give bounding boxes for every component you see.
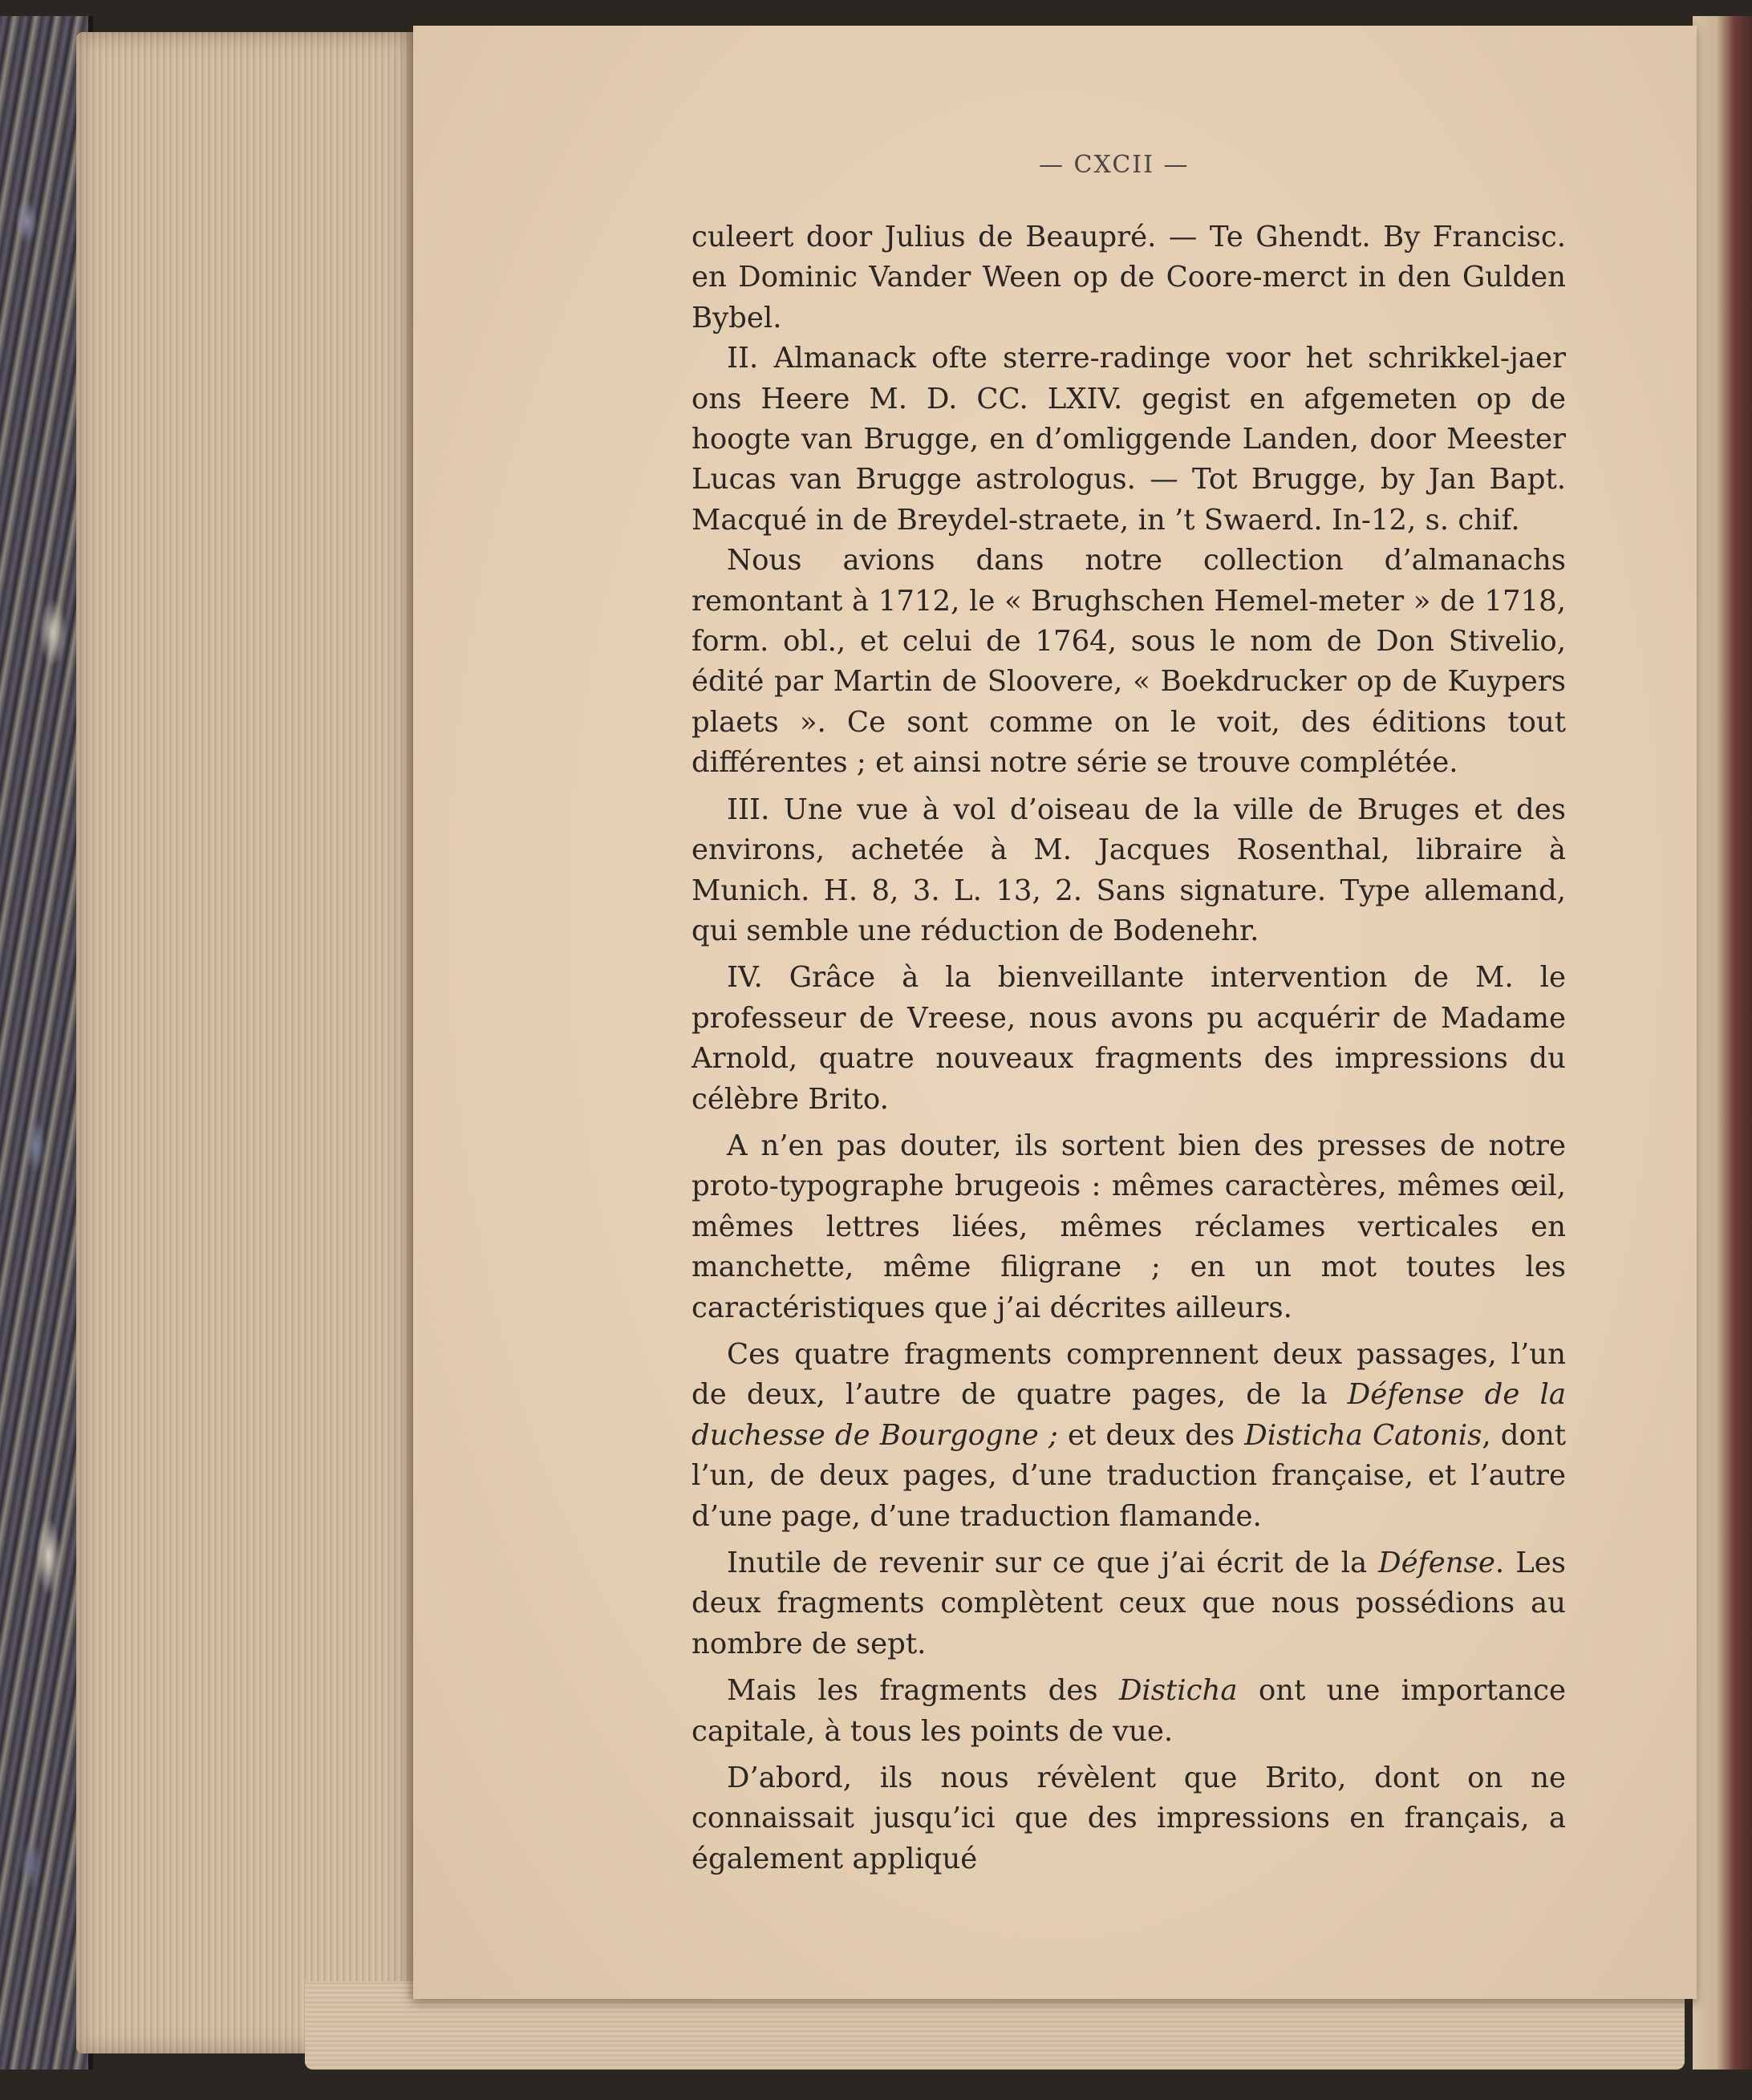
paragraph bbox=[691, 1335, 1566, 1537]
text-run: II. Almanack ofte sterre-radinge voor het schrikkel-jaer ons Heere M. D. CC. LXIV. gegist en afgemeten op de hoogte van Brugge, en d’omliggende Landen, door Meester Lucas van Brugge astrologus. — Tot Brugge, by Jan Bapt. Macqué in de Breydel-straete, in ’t Swaerd. In-12, s. chif. bbox=[691, 342, 1566, 537]
paragraph bbox=[691, 1671, 1566, 1752]
paragraph bbox=[691, 1126, 1566, 1328]
text-run: et deux des bbox=[1057, 1418, 1245, 1452]
text-run: , dont l’un, de deux pages, d’une traduction française, et l’autre d’une page, d’une traduction flamande. bbox=[691, 1418, 1567, 1533]
paragraph bbox=[691, 1543, 1566, 1664]
paragraph bbox=[691, 958, 1566, 1120]
text-run: culeert door Julius de Beaupré. — Te Ghendt. By Francisc. en Dominic Vander Ween op de Coore-merct in den Gulden Bybel. bbox=[691, 221, 1566, 334]
italic-title: Disticha Catonis bbox=[1244, 1418, 1482, 1452]
paragraph bbox=[691, 217, 1566, 339]
text-run: Nous avions dans notre collection d’almanachs remontant à 1712, le « Brughschen Hemel-meter » de 1718, form. obl., et celui de 1764, sous le nom de Don Stivelio, édité par Martin de Sloovere, « Boekdrucker op de Kuypers plaets ». Ce sont comme on le voit, des éditions tout différentes ; et ainsi notre série se trouve complétée. bbox=[691, 544, 1566, 780]
italic-title: Défense de la duchesse de Bourgogne ; bbox=[691, 1378, 1567, 1452]
body-text bbox=[691, 217, 1566, 1879]
page-edges-right bbox=[1693, 16, 1752, 2070]
italic-title: Disticha bbox=[1118, 1674, 1238, 1708]
italic-title: Défense bbox=[1378, 1547, 1495, 1579]
text-run: III. Une vue à vol d’oiseau de la ville de Bruges et des environs, achetée à M. Jacques Rosenthal, libraire à Munich. H. 8, 3. L. 13, 2. Sans signature. Type allemand, qui semble une réduction de Bodenehr. bbox=[691, 793, 1566, 947]
text-run: D’abord, ils nous révèlent que Brito, dont on ne connaissait jusqu’ici que des impressions en français, a également appliqué bbox=[691, 1761, 1566, 1875]
paragraph bbox=[691, 541, 1566, 783]
page-edges-left bbox=[76, 32, 413, 2053]
text-run: Inutile de revenir sur ce que j’ai écrit de la bbox=[727, 1547, 1379, 1579]
text-run: Ces quatre fragments comprennent deux passages, l’un de deux, l’autre de quatre pages, de la bbox=[691, 1337, 1566, 1412]
text-run: ont une importance capitale, à tous les points de vue. bbox=[691, 1674, 1566, 1748]
text-run: IV. Grâce à la bienveillante intervention de M. le professeur de Vreese, nous avons pu acquérir de Madame Arnold, quatre nouveaux fragments des impressions du célèbre Brito. bbox=[691, 961, 1566, 1116]
paragraph bbox=[691, 1758, 1566, 1879]
paragraph bbox=[691, 339, 1566, 541]
text-run: A n’en pas douter, ils sortent bien des presses de notre proto-typographe brugeois : mêmes caractères, mêmes œil, mêmes lettres liées, mêmes réclames verticales en manchette, même filigrane ; en un mot toutes les caractéristiques que j’ai décrites ailleurs. bbox=[691, 1129, 1566, 1324]
text-run: Mais les fragments des bbox=[727, 1674, 1119, 1708]
page-number: — CXCII — bbox=[1039, 151, 1190, 179]
text-run: . Les deux fragments complètent ceux que nous possédions au nombre de sept. bbox=[691, 1547, 1566, 1660]
paragraph bbox=[691, 790, 1566, 952]
